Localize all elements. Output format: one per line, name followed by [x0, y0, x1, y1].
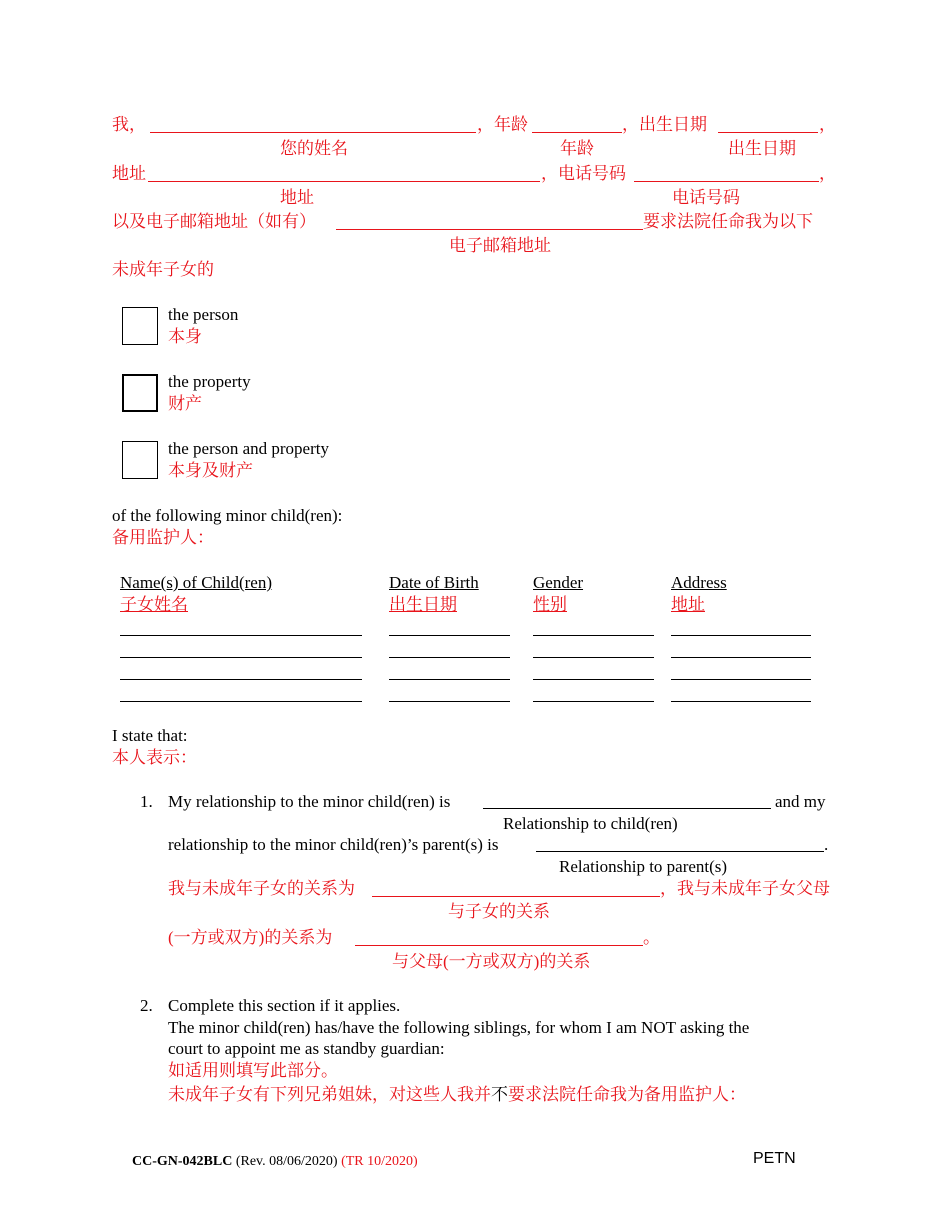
child-name-field[interactable]	[120, 657, 362, 658]
item1-en-b: relationship to the minor child(ren)’s parent(s) is	[168, 835, 499, 854]
item1-zh-b-end: 。	[643, 928, 660, 947]
child-address-field[interactable]	[671, 657, 811, 658]
child-gender-field[interactable]	[533, 635, 654, 636]
child-dob-field[interactable]	[389, 635, 510, 636]
form-id: CC-GN-042BLC	[132, 1154, 233, 1169]
form-code: PETN	[753, 1150, 796, 1167]
header-name-zh: 子女姓名	[120, 595, 188, 614]
name-field[interactable]	[150, 132, 476, 133]
item1-zh-a-end: ，我与未成年子女父母	[660, 879, 830, 898]
option-person-zh: 本身	[168, 327, 202, 346]
state-zh: 本人表示：	[112, 748, 197, 767]
child-address-field[interactable]	[671, 679, 811, 680]
caption-relationship-child: Relationship to child(ren)	[503, 814, 678, 833]
intro-line3-end: 要求法院任命我为以下	[643, 212, 813, 231]
state-en: I state that:	[112, 726, 188, 745]
dob-field[interactable]	[718, 132, 818, 133]
caption-dob: 出生日期	[728, 139, 796, 158]
child-address-field[interactable]	[671, 635, 811, 636]
item1-zh-b: (一方或双方)的关系为	[168, 928, 333, 947]
relationship-parent-field[interactable]	[536, 851, 824, 852]
item1-zh-a: 我与未成年子女的关系为	[168, 879, 355, 898]
intro-phone-label: ，电话号码	[541, 164, 626, 183]
option-both-en: the person and property	[168, 439, 329, 458]
caption-relationship-child-zh: 与子女的关系	[448, 902, 550, 921]
child-address-field[interactable]	[671, 701, 811, 702]
option-person-en: the person	[168, 305, 239, 324]
child-dob-field[interactable]	[389, 701, 510, 702]
following-en: of the following minor child(ren):	[112, 506, 343, 525]
child-name-field[interactable]	[120, 701, 362, 702]
item2-zh-not: 不	[491, 1085, 508, 1104]
intro-dob-label: ，出生日期	[622, 115, 707, 134]
intro-line1-end: ，	[819, 115, 836, 134]
option-property-en: the property	[168, 372, 251, 391]
checkbox-person[interactable]	[122, 307, 158, 345]
header-address-zh: 地址	[671, 595, 705, 614]
child-gender-field[interactable]	[533, 701, 654, 702]
relationship-child-field[interactable]	[483, 808, 771, 809]
child-dob-field[interactable]	[389, 657, 510, 658]
header-address-en: Address	[671, 573, 727, 592]
header-name-en: Name(s) of Child(ren)	[120, 573, 273, 592]
item1-en-a-end: and my	[775, 792, 826, 811]
intro-email-label: 以及电子邮箱地址（如有）	[112, 212, 316, 231]
child-name-field[interactable]	[120, 635, 362, 636]
address-field[interactable]	[148, 181, 540, 182]
item2-zh-b1: 未成年子女有下列兄弟姐妹，对这些人我并	[168, 1085, 491, 1104]
item2-en-b: The minor child(ren) has/have the following siblings, for whom I am NOT asking the	[168, 1018, 750, 1037]
caption-phone: 电话号码	[672, 188, 740, 207]
form-revision: (Rev. 08/06/2020)	[235, 1154, 338, 1169]
header-dob-en: Date of Birth	[389, 573, 479, 592]
caption-name: 您的姓名	[280, 139, 348, 158]
caption-address: 地址	[280, 188, 314, 207]
child-gender-field[interactable]	[533, 679, 654, 680]
child-dob-field[interactable]	[389, 679, 510, 680]
option-both-zh: 本身及财产	[168, 461, 253, 480]
child-name-field[interactable]	[120, 679, 362, 680]
following-zh: 备用监护人：	[112, 528, 214, 547]
age-field[interactable]	[532, 132, 622, 133]
caption-relationship-parent-zh: 与父母(一方或双方)的关系	[392, 952, 591, 971]
phone-field[interactable]	[634, 181, 819, 182]
item2-zh-b2: 要求法院任命我为备用监护人：	[508, 1085, 746, 1104]
relationship-parent-zh-field[interactable]	[355, 945, 643, 946]
option-property-zh: 财产	[168, 394, 202, 413]
item2-zh-b	[168, 1086, 746, 1103]
intro-line2-end: ，	[819, 164, 836, 183]
form-translation-revision: (TR 10/2020)	[341, 1154, 418, 1169]
item1-en-a: My relationship to the minor child(ren) is	[168, 792, 451, 811]
header-gender-zh: 性别	[533, 595, 567, 614]
checkbox-property[interactable]	[122, 374, 158, 412]
item1-number: 1.	[140, 792, 153, 811]
email-field[interactable]	[336, 229, 643, 230]
item2-en-a: Complete this section if it applies.	[168, 996, 401, 1015]
item1-en-b-end: .	[824, 835, 829, 854]
intro-line1-start: 我，	[112, 115, 146, 134]
header-dob-zh: 出生日期	[389, 595, 457, 614]
caption-relationship-parent: Relationship to parent(s)	[559, 857, 728, 876]
relationship-child-zh-field[interactable]	[372, 896, 660, 897]
item2-en-c: court to appoint me as standby guardian:	[168, 1039, 445, 1058]
caption-age: 年龄	[560, 139, 594, 158]
intro-line4: 未成年子女的	[112, 260, 214, 279]
header-gender-en: Gender	[533, 573, 584, 592]
item2-zh-a: 如适用则填写此部分。	[168, 1061, 338, 1080]
item2-number: 2.	[140, 996, 153, 1015]
caption-email: 电子邮箱地址	[449, 236, 551, 255]
intro-address-label: 地址	[112, 164, 146, 183]
checkbox-person-and-property[interactable]	[122, 441, 158, 479]
footer-form-info	[132, 1155, 418, 1169]
intro-age-label: ，年龄	[477, 115, 528, 134]
child-gender-field[interactable]	[533, 657, 654, 658]
